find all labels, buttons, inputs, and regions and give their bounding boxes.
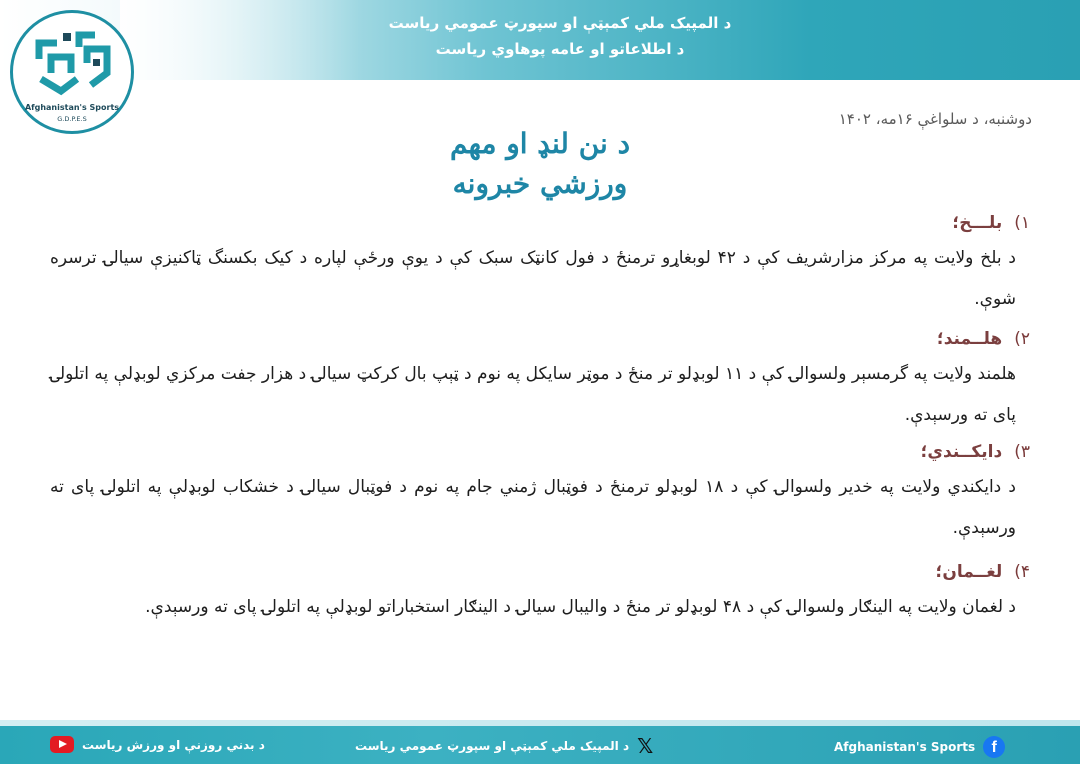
news-body: د دایکندي ولایت په خدیر ولسوالۍ کې د ۱۸ لوبډلو ترمنځ د فوټبال ژمني جام په نوم د فوټبال سیالۍ د خشکاب لوبډلې په اتلولۍ پای ته ورسېدې. [50, 477, 1017, 538]
title-line-2: ورزشي خبرونه [452, 167, 628, 200]
news-item [50, 557, 1030, 628]
logo-subtext: G.D.P.E.S [57, 115, 87, 123]
news-item [50, 437, 1030, 549]
news-region: بلـــخ؛ [952, 213, 1003, 233]
news-region: دایکــندي؛ [920, 442, 1003, 462]
news-heading [50, 324, 1030, 354]
x-icon[interactable]: 𝕏 [637, 734, 654, 758]
news-number: ۴) [1014, 562, 1030, 582]
facebook-icon[interactable]: f [983, 736, 1005, 758]
header [300, 10, 820, 62]
footer-x[interactable] [355, 736, 653, 756]
footer [0, 726, 1080, 764]
news-region: هلــمند؛ [936, 329, 1003, 349]
news-number: ۳) [1014, 442, 1030, 462]
news-heading [50, 208, 1030, 238]
news-heading [50, 437, 1030, 467]
footer-facebook-label: Afghanistan's Sports [834, 740, 976, 754]
news-number: ۱) [1014, 213, 1030, 233]
title-line-1: د نن لنډ او مهم [449, 127, 631, 160]
news-body: هلمند ولایت په گرمسېر ولسوالۍ کې د ۱۱ لوبډلو تر منځ د موټر سایکل په نوم د ټېپ بال کرکټ سیالۍ د هزار جفت مرکزي لوبډلې په اتلولۍ پای ته ورسېدې. [50, 364, 1017, 425]
logo-mark-icon [31, 29, 115, 99]
news-region: لغــمان؛ [935, 562, 1003, 582]
footer-facebook[interactable] [834, 736, 1005, 758]
news-number: ۲) [1014, 329, 1030, 349]
logo [10, 10, 134, 134]
footer-youtube-label: د بدني روزنې او ورزش ریاست [82, 737, 265, 752]
news-item [50, 324, 1030, 436]
news-item [50, 208, 1030, 320]
footer-youtube[interactable] [50, 736, 265, 753]
header-line-2: د اطلاعاتو او عامه پوهاوي ریاست [435, 40, 685, 58]
youtube-icon[interactable] [50, 736, 74, 753]
news-body: د لغمان ولایت په الینګار ولسوالۍ کې د ۴۸ لوبډلو تر منځ د والیبال سیالۍ د الینګار استخباراتو لوبډلې په اتلولۍ پای ته ورسېدې. [145, 597, 1016, 617]
page-title [330, 124, 750, 204]
news-body: د بلخ ولایت په مرکز مزارشریف کې د ۴۲ لوبغاړو ترمنځ د فول کانټک سبک کې د یوې ورځې لپاره د کیک بکسنگ ټاکنیزې سیالۍ ترسره شوې. [50, 248, 1016, 309]
news-heading [50, 557, 1030, 587]
date: دوشنبه، د سلواغې ۱۶مه، ۱۴۰۲ [838, 110, 1032, 128]
header-line-1: د المپیک ملي کمېټې او سپورټ عمومي ریاست [388, 14, 732, 32]
logo-text: Afghanistan's Sports [24, 103, 120, 112]
footer-x-label: د المپیک ملي کمېټې او سپورټ عمومي ریاست [355, 739, 630, 753]
